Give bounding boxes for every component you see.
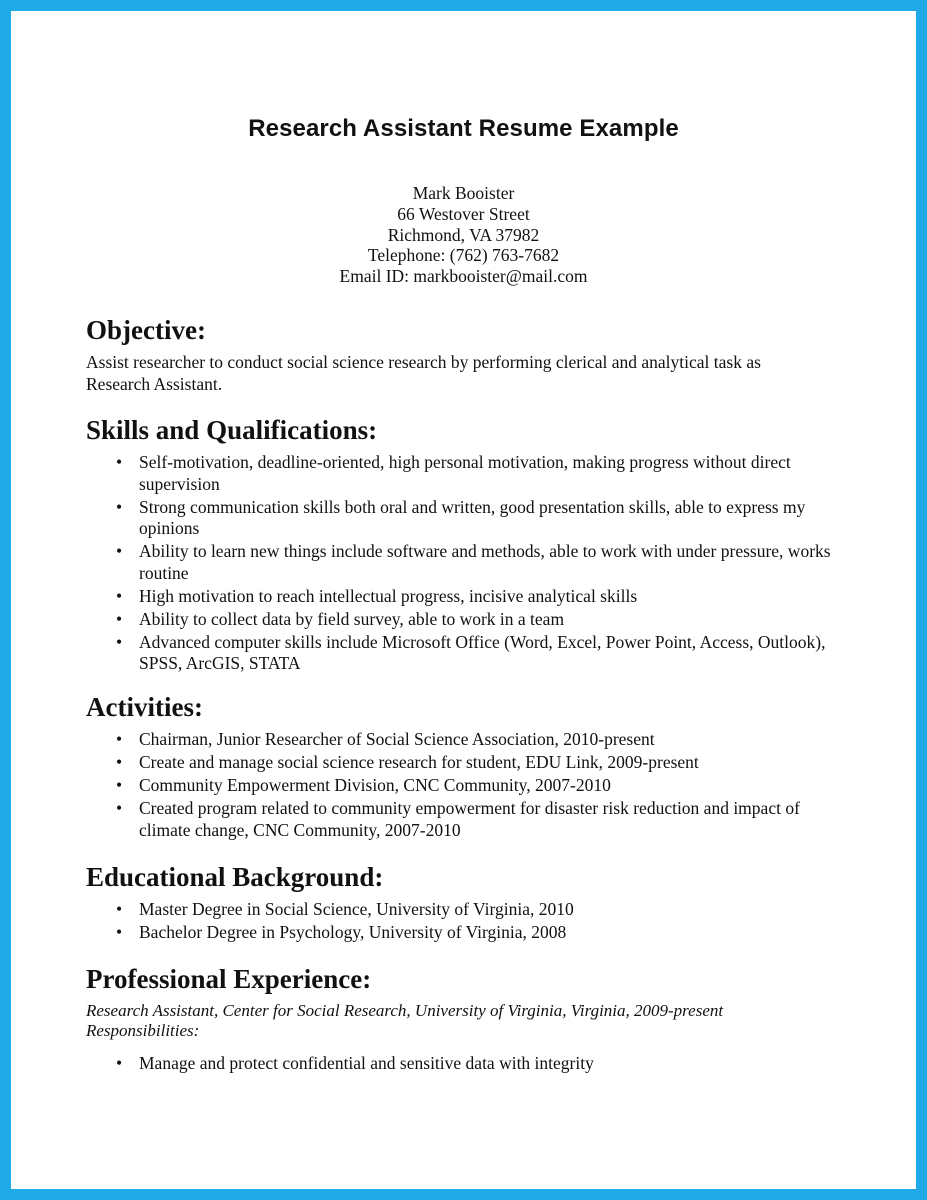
- experience-section: [86, 962, 876, 1075]
- bullet-icon: •: [116, 752, 123, 773]
- bullet-icon: •: [116, 921, 123, 942]
- document-title: Research Assistant Resume Example: [248, 115, 679, 142]
- bullet-icon: •: [116, 452, 123, 473]
- bullet-icon: •: [116, 496, 123, 517]
- bullet-icon: •: [116, 608, 123, 629]
- bullet-icon: •: [116, 1052, 123, 1073]
- list-item: • Bachelor Degree in Psychology, University of Virginia, 2008: [116, 921, 567, 942]
- list-item: • Create and manage social science research for student, EDU Link, 2009-present: [116, 752, 699, 773]
- education-list: [86, 899, 876, 944]
- contact-street: 66 Westover Street: [397, 203, 530, 224]
- bullet-icon: •: [116, 631, 123, 652]
- objective-text: Assist researcher to conduct social science research by performing clerical and analytical task as Research Assistant.: [86, 352, 761, 394]
- education-heading: Educational Background:: [86, 862, 384, 892]
- responsibilities-label: Responsibilities:: [86, 1021, 200, 1041]
- contact-telephone: Telephone: (762) 763-7682: [367, 245, 560, 266]
- experience-role: Research Assistant, Center for Social Research, University of Virginia, Virginia, 2009-present: [86, 1000, 724, 1020]
- contact-block: [11, 183, 916, 287]
- bullet-icon: •: [116, 585, 123, 606]
- bullet-icon: •: [116, 541, 123, 562]
- objective-heading: Objective:: [86, 315, 206, 345]
- activities-section: [86, 690, 876, 841]
- list-item: • Advanced computer skills include Microsoft Office (Word, Excel, Power Point, Access, Outlook), SPSS, ArcGIS, STATA: [116, 631, 826, 674]
- experience-heading: Professional Experience:: [86, 963, 372, 994]
- resume-body: [86, 313, 876, 1076]
- list-item: • Self-motivation, deadline-oriented, high personal motivation, making progress without direct supervision: [116, 452, 791, 494]
- bullet-icon: •: [116, 729, 123, 750]
- objective-section: [86, 313, 876, 395]
- list-item: • Strong communication skills both oral and written, good presentation skills, able to express my opinions: [116, 496, 806, 539]
- list-item: • Chairman, Junior Researcher of Social Science Association, 2010-present: [116, 729, 655, 750]
- contact-city: Richmond, VA 37982: [387, 224, 540, 245]
- list-item: • High motivation to reach intellectual progress, incisive analytical skills: [116, 585, 638, 606]
- responsibilities-list: [86, 1053, 876, 1075]
- contact-name: Mark Booister: [412, 183, 515, 203]
- bullet-icon: •: [116, 899, 123, 919]
- list-item: • Master Degree in Social Science, University of Virginia, 2010: [116, 899, 574, 919]
- list-item: • Community Empowerment Division, CNC Community, 2007-2010: [116, 775, 611, 796]
- list-item: • Created program related to community empowerment for disaster risk reduction and impact of climate change, CNC Community, 2007-2010: [116, 798, 800, 841]
- activities-heading: Activities:: [86, 692, 203, 723]
- skills-list: [86, 452, 876, 675]
- activities-list: [86, 729, 876, 841]
- bullet-icon: •: [116, 798, 123, 819]
- list-item: • Ability to learn new things include software and methods, able to work with under pressure, works routine: [116, 541, 831, 583]
- skills-section: [86, 413, 876, 675]
- bullet-icon: •: [116, 775, 123, 796]
- skills-heading: Skills and Qualifications:: [86, 415, 378, 446]
- list-item: • Ability to collect data by field survey, able to work in a team: [116, 608, 565, 629]
- education-section: [86, 860, 876, 944]
- contact-email: Email ID: markbooister@mail.com: [339, 266, 588, 287]
- list-item: • Manage and protect confidential and sensitive data with integrity: [116, 1052, 594, 1073]
